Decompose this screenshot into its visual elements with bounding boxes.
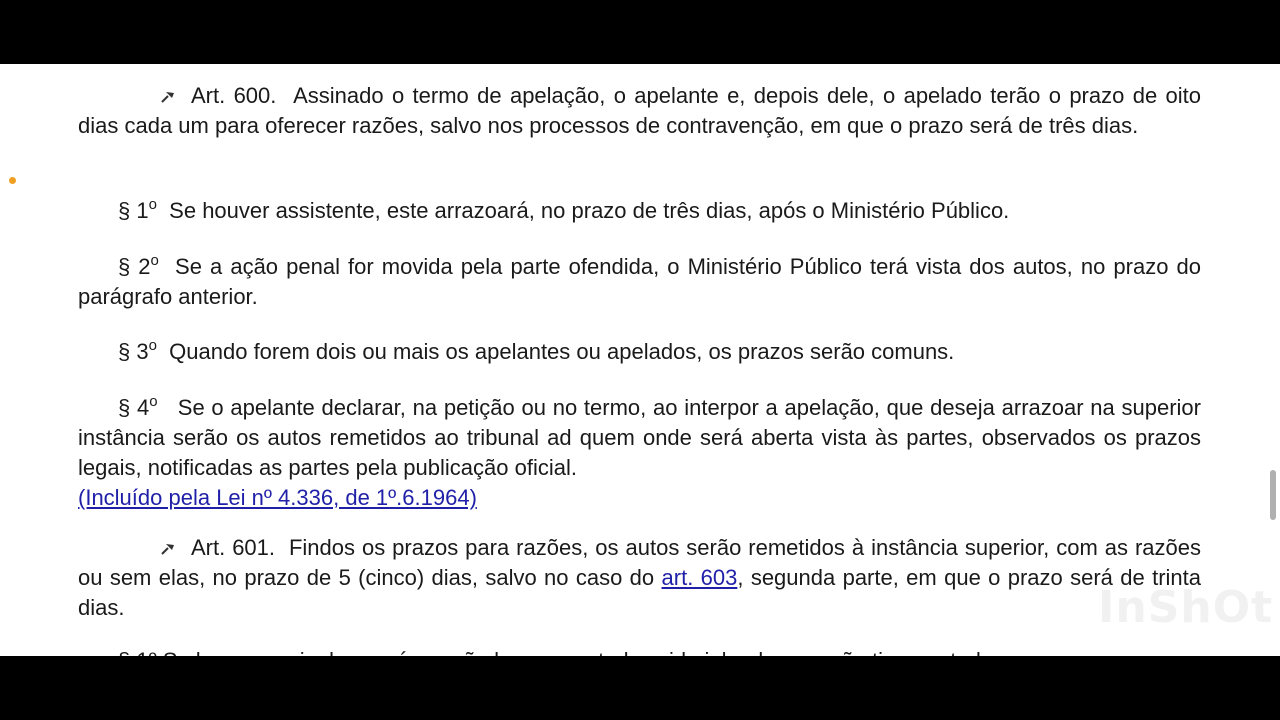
paragraph-1 [78, 196, 1201, 226]
pin-icon [159, 87, 177, 105]
paragraph-sign: § 1 [118, 198, 149, 223]
scrollbar-thumb[interactable] [1270, 470, 1276, 520]
article-text: Findos os prazos para razões, os autos serão remetidos à instância superior, com as razões ou sem elas, no prazo de 5 (cinco) dias, salvo no caso do [78, 535, 1201, 590]
article-601 [78, 533, 1201, 623]
orange-dot-marker [9, 177, 16, 184]
ordinal-mark: o [148, 196, 157, 213]
video-letterbox-top [0, 0, 1280, 64]
article-text-after: , segunda parte, em que o prazo será de trinta dias. [78, 565, 1201, 620]
article-603-link[interactable]: art. 603 [661, 565, 738, 590]
ordinal-mark: o [150, 252, 159, 269]
article-label: Art. 601. [191, 535, 276, 560]
law-reference-link[interactable]: (Incluído pela Lei nº 4.336, de 1º.6.1964) [78, 485, 477, 510]
paragraph-text: Se o apelante declarar, na petição ou no termo, ao interpor a apelação, que deseja arrazoar na superior instância serão os autos remetidos ao tribunal ad quem onde será aberta vista às partes, observados os prazos legais, notificadas as partes pela publicação oficial. [78, 395, 1201, 480]
article-text: Assinado o termo de apelação, o apelante e, depois dele, o apelado terão o prazo de oito dias cada um para oferecer razões, salvo nos processos de contravenção, em que o prazo será de três dias. [78, 83, 1201, 138]
article-label: Art. 600. [191, 83, 277, 108]
ordinal-mark: o [149, 393, 158, 410]
paragraph-2 [78, 252, 1201, 312]
paragraph-sign: § 3 [118, 339, 149, 364]
paragraph-sign: § 2 [118, 254, 151, 279]
paragraph-text: Quando forem dois ou mais os apelantes ou apelados, os prazos serão comuns. [169, 339, 955, 364]
paragraph-text: Se houver assistente, este arrazoará, no prazo de três dias, após o Ministério Público. [169, 198, 1010, 223]
paragraph-text: Se a ação penal for movida pela parte ofendida, o Ministério Público terá vista dos autos, no prazo do parágrafo anterior. [78, 254, 1201, 309]
document-page [0, 64, 1280, 656]
ordinal-mark: o [148, 337, 157, 354]
paragraph-sign: § 4 [118, 395, 150, 420]
paragraph-4 [78, 393, 1201, 513]
video-letterbox-bottom [0, 656, 1280, 720]
article-600 [78, 81, 1201, 141]
watermark-logo: InShOt [1098, 582, 1274, 633]
paragraph-3 [78, 337, 1201, 367]
pin-icon [159, 539, 177, 557]
